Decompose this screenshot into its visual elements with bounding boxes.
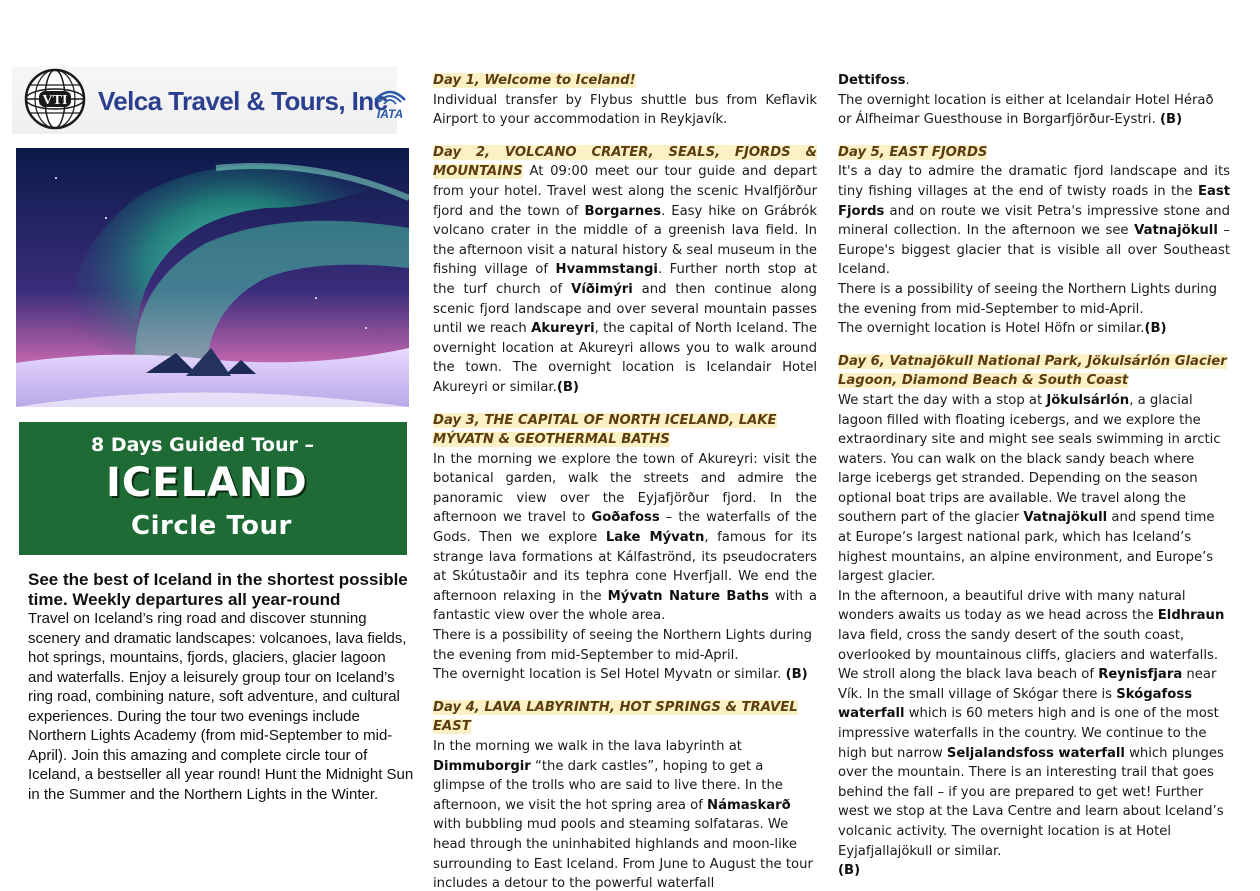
day-5-text: It's a day to admire the dramatic fjord landscape and its tiny fishing villages at the end of twisty roads in the East Fjords and on route we visit Petra's impressive stone and mineral collection. In the afternoon we see Vatnajökull – Europe's biggest glacier that is visible all over Southeast Iceland. [838, 164, 1230, 278]
tour-banner [19, 422, 407, 555]
day-2-title: Day 2, VOLCANO CRATER, SEALS, FJORDS & MOUNTAINS [433, 144, 817, 180]
iata-label: IATA [376, 107, 404, 121]
banner-tagline: Circle Tour [131, 511, 292, 541]
day-1 [433, 71, 817, 130]
day-3-title: Day 3, THE CAPITAL OF NORTH ICELAND, LAKE MÝVATN & GEOTHERMAL BATHS [433, 412, 777, 448]
iata-logo-icon [367, 80, 413, 126]
day-1-title: Day 1, Welcome to Iceland! [433, 73, 636, 88]
itinerary-column-2 [433, 71, 817, 891]
day-4-title: Day 4, LAVA LABYRINTH, HOT SPRINGS & TRAVEL EAST [433, 699, 798, 735]
day-4 [433, 698, 817, 891]
day-5 [838, 143, 1230, 339]
day-3 [433, 411, 817, 685]
intro-heading: See the best of Iceland in the shortest possible time. Weekly departures all year-round [28, 570, 408, 609]
day-4-continued: Dettifoss. The overnight location is either at Icelandair Hotel Hérað or Álfheimar Guesthouse in Borgarfjörður-Eystri. (B) [838, 71, 1230, 130]
day-5-northern-lights: There is a possibility of seeing the Northern Lights during the evening from mid-September to mid-April. [838, 281, 1218, 317]
northern-lights-photo [16, 148, 409, 407]
day-5-overnight: The overnight location is Hotel Höfn or similar.(B) [838, 321, 1167, 337]
day-3-text: In the morning we explore the town of Akureyri: visit the botanical garden, walk the streets and admire the panoramic view over the Eyjafjörður fjord. In the afternoon we travel to Goðafoss – the waterfalls of the Gods. Then we explore Lake Mývatn, famous for its strange lava formations at Kálfaströnd, its pseudocraters at Skútustaðir and its tephra cone Hverfjall. We end the afternoon relaxing in the Mývatn Nature Baths with a fantastic view over the whole area. [433, 451, 817, 624]
day-3-northern-lights: There is a possibility of seeing the Northern Lights during the evening from mid-September to mid-April. [433, 628, 813, 663]
banner-subtitle: 8 Days Guided Tour – [91, 434, 314, 456]
day-6 [838, 352, 1230, 881]
day-6-morning: We start the day with a stop at Jökulsárlón, a glacial lagoon filled with floating icebergs, and we explore the extraordinary site and might see seals swimming in arctic waters. You can walk on the black sandy beach where large icebergs get stranded. Depending on the season optional boat trips are available. We travel along the southern part of the glacier Vatnajökull and spend time at Europe’s largest national park, which has Iceland’s highest mountains, an alpine environment, and Europe’s largest glacier. [838, 392, 1221, 585]
day-3-overnight: The overnight location is Sel Hotel Myvatn or similar. (B) [433, 667, 808, 683]
day-6-title: Day 6, Vatnajökull National Park, Jökulsárlón Glacier Lagoon, Diamond Beach & South Coast [838, 353, 1227, 389]
day-6-afternoon: In the afternoon, a beautiful drive with many natural wonders awaits us today as we head across the Eldhraun lava field, cross the sandy desert of the south coast, overlooked by mountainous cliffs, glaciers and waterfalls. We stroll along the black lava beach of Reynisfjara near Vík. In the small village of Skógar there is Skógafoss waterfall which is 60 meters high and is one of the most impressive waterfalls in the country. We continue to the high but narrow Seljalandsfoss waterfall which plunges over the mountain. There is an interesting trail that goes behind the fall – if you are prepared to get wet! Further west we stop at the Lava Centre and learn about Iceland’s volcanic activity. The overnight location is at Hotel Eyjafjallajökull or similar. (B) [838, 588, 1225, 879]
company-logo [12, 66, 404, 134]
day-2: Day 2, VOLCANO CRATER, SEALS, FJORDS & MOUNTAINS At 09:00 meet our tour guide and depart from your hotel. Travel west along the scenic Hvalfjörður fjord and the town of Borgarnes. Easy hike on Grábrók volcano crater in the middle of a greenish lava field. In the afternoon visit a natural history & seal museum in the fishing village of Hvammstangi. Further north stop at the turf church of Víðimýri and then continue along scenic fjord landscape and over several mountain passes until we reach Akureyri, the capital of North Iceland. The overnight location at Akureyri allows you to walk around the town. The overnight location is Icelandair Hotel Akureyri or similar.(B) [433, 144, 818, 395]
day-5-title: Day 5, EAST FJORDS [838, 144, 988, 160]
itinerary-column-3 [838, 71, 1230, 891]
tour-intro [28, 570, 414, 804]
logo-initials: VTI [42, 93, 68, 108]
day-1-text: Individual transfer by Flybus shuttle bus from Keflavik Airport to your accommodation in Reykjavík. [433, 92, 817, 128]
banner-title: ICELAND [106, 460, 308, 506]
intro-body: Travel on Iceland’s ring road and discover stunning scenery and dramatic landscapes: volcanoes, lava fields, hot springs, mountains, fjords, glaciers, glacier lagoon and waterfalls. Enjoy a leisurely group tour on Iceland’s ring road, combining nature, soft adventure, and cultural experiences. During the tour two evenings include Northern Lights Academy (from mid-September to mid-April). Join this amazing and complete circle tour of Iceland, a bestseller all year round! Hunt the Midnight Sun in the Summer and the Northern Lights in the Winter. [28, 610, 414, 803]
globe-logo-icon [24, 68, 86, 130]
day-4-text: In the morning we walk in the lava labyrinth at Dimmuborgir “the dark castles”, hoping to get a glimpse of the trolls who are said to live there. In the afternoon, we visit the hot spring area of Námaskarð with bubbling mud pools and steaming solfataras. We head through the uninhabited highlands and moon-like surrounding to East Iceland. From June to August the tour includes a detour to the powerful waterfall [433, 739, 813, 891]
company-name: Velca Travel & Tours, Inc [98, 86, 388, 116]
day-4-overnight: The overnight location is either at Icelandair Hotel Hérað or Álfheimar Guesthouse in Borgarfjörður-Eystri. (B) [838, 92, 1214, 128]
